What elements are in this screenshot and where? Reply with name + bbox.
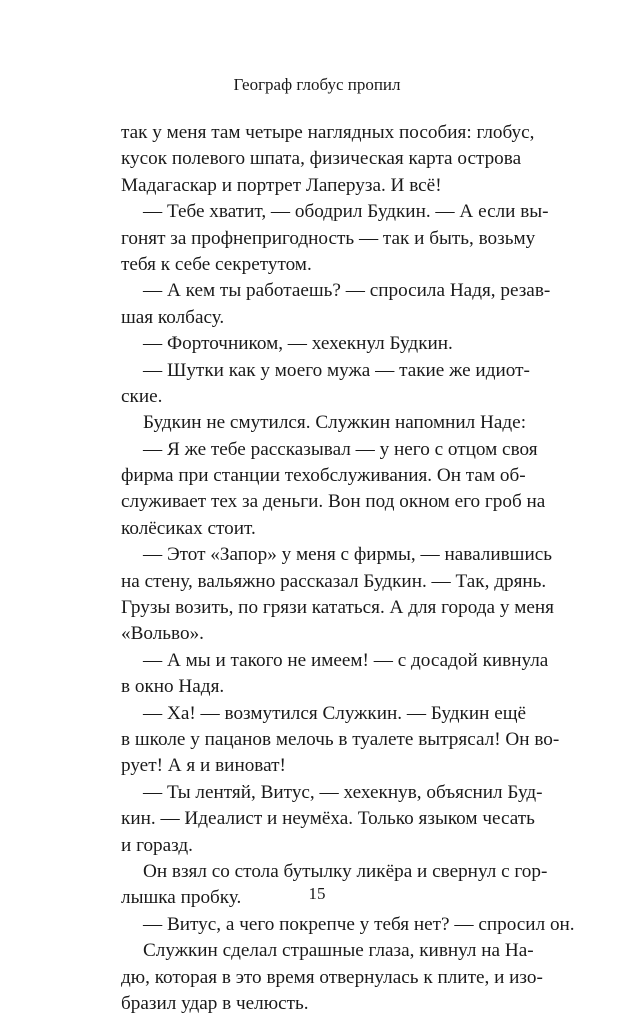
text-line: — А кем ты работаешь? — спросила Надя, резав- xyxy=(143,280,551,302)
text-line: фирма при станции техобслуживания. Он там об- xyxy=(121,465,526,487)
text-line: — Витус, а чего покрепче у тебя нет? — спросил он. xyxy=(143,913,575,935)
text-line: кусок полевого шпата, физическая карта острова xyxy=(121,148,522,170)
text-line: ские. xyxy=(121,385,163,407)
text-line: бразил удар в челюсть. xyxy=(121,992,309,1014)
text-line: Грузы возить, по грязи кататься. А для города у меня xyxy=(121,597,554,619)
text-line: — Шутки как у моего мужа — такие же идиот- xyxy=(143,359,530,381)
text-line: рует! А я и виноват! xyxy=(121,755,286,777)
text-line: — А мы и такого не имеем! — с досадой кивнула xyxy=(143,649,549,671)
text-line: гонят за профнепригодность — так и быть, возьму xyxy=(121,227,536,249)
text-line: кин. — Идеалист и неумёха. Только языком чесать xyxy=(121,808,535,830)
text-line: служивает тех за деньги. Вон под окном его гроб на xyxy=(121,491,546,513)
text-line: в школе у пацанов мелочь в туалете вытрясал! Он во- xyxy=(121,728,560,750)
running-head: Географ глобус пропил xyxy=(233,75,401,94)
text-line: «Вольво». xyxy=(121,623,204,645)
text-line: — Тебе хватит, — ободрил Будкин. — А если вы- xyxy=(143,201,549,223)
text-line: — Я же тебе рассказывал — у него с отцом своя xyxy=(143,438,538,460)
text-line: — Ха! — возмутился Служкин. — Будкин ещё xyxy=(143,702,527,724)
text-line: Он взял со стола бутылку ликёра и свернул с гор- xyxy=(143,860,548,882)
text-line: тебя к себе секретутом. xyxy=(121,253,312,275)
text-line: в окно Надя. xyxy=(121,676,225,698)
text-line: и горазд. xyxy=(121,834,193,856)
text-line: шая колбасу. xyxy=(121,306,225,328)
text-line: Мадагаскар и портрет Лаперуза. И всё! xyxy=(121,174,442,196)
text-line: на стену, вальяжно рассказал Будкин. — Так, дрянь. xyxy=(121,570,547,592)
text-line: — Форточником, — хехекнул Будкин. xyxy=(143,333,453,355)
text-line: дю, которая в это время отвернулась к плите, и изо- xyxy=(121,966,543,988)
text-line: Будкин не смутился. Служкин напомнил Наде: xyxy=(143,412,527,434)
text-line: Служкин сделал страшные глаза, кивнул на На- xyxy=(143,940,534,962)
text-line: — Ты лентяй, Витус, — хехекнув, объяснил Буд- xyxy=(143,781,543,803)
text-line: лышка пробку. xyxy=(121,887,242,909)
text-line: колёсиках стоит. xyxy=(121,517,256,539)
text-line: так у меня там четыре наглядных пособия: глобус, xyxy=(121,122,535,143)
text-line: — Этот «Запор» у меня с фирмы, — навалившись xyxy=(143,544,552,566)
page-number: 15 xyxy=(308,884,326,903)
